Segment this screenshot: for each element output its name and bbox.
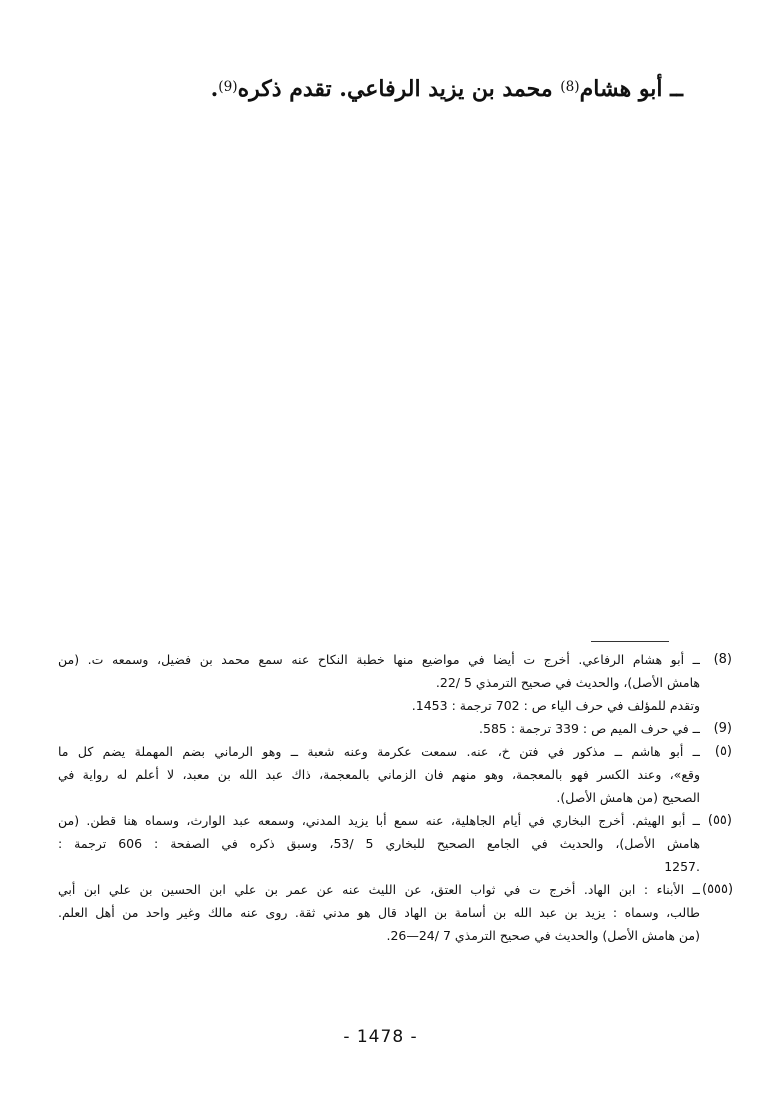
heading-text: محمد بن يزيد الرفاعي. تقدم ذكره [237,75,561,102]
footnote-star-3 [58,878,734,947]
footnotes-section [58,648,734,947]
footnote-line: (من هامش الأصل) والحديث في صحيح الترمذي 7 /24—26. [386,928,700,943]
heading-lead: ــ أبو هشام [579,75,683,102]
heading-footnote-ref-8[interactable]: (8) [560,79,580,95]
footnote-line: .1257 [664,859,700,874]
entry-heading [73,70,683,106]
footnote-line: وتقدم للمؤلف في حرف الياء ص : 702 ترجمة : 1453. [411,698,700,713]
footnote-line: وقع»، وعند الكسر فهو بالمعجمة، وهو منهم فان الزماني بالمعجمة، ذاك عبد الله بن معبد، لا أعلم له رواية في [58,767,700,782]
footnote-marker: (8) [713,652,732,667]
page-number: - 1478 - [343,1027,418,1047]
footnote-line: ــ أبو هاشم ــ مذكور في فتن خ، عنه. سمعت عكرمة وعنه شعبة ــ وهو الرماني بضم المهملة يضم كل ما [58,744,700,759]
footnote-line: ــ أبو هشام الرفاعي. أخرج ت أيضا في مواضيع منها خطبة النكاح عنه سمع محمد بن فضيل، وسمعه ت. (من [58,652,700,667]
footnote-body [58,878,700,947]
footnote-marker: (٥٥٥) [702,882,734,897]
footnote-9 [58,717,732,740]
footnote-8 [58,648,732,717]
footnote-line: ــ أبو الهيثم. أخرج البخاري في أيام الجاهلية، عنه سمع أبا يزيد المدني، وسمعه عبد الوارث، وسماه هنا قطن. (من [58,813,700,828]
footnote-line: هامش الأصل)، والحديث في الجامع الصحيح للبخاري 5 /53، وسبق ذكره في الصفحة : 606 ترجمة : [58,836,700,851]
footnote-line: طالب، وسماه : يزيد بن عبد الله بن أسامة بن الهاد قال هو مدني ثقة. روى عنه مالك وغير واحد من أهل العلم. [58,905,700,920]
footnote-marker: (٥) [714,744,732,759]
footnote-marker: (9) [713,721,732,736]
footnote-body [58,648,700,717]
footnote-line: ــ الأبناء : ابن الهاد. أخرج ت في ثواب العتق، عن الليث عنه عن عمر بن علي ابن الحسين بن علي ابن أبي [58,882,700,897]
footnote-line: الصحيح (من هامش الأصل). [556,790,700,805]
footnote-body [58,717,700,740]
footnote-star-1 [58,740,732,809]
heading-footnote-ref-9[interactable]: (9) [218,79,238,95]
footnote-separator [591,641,669,642]
footnote-body [58,740,700,809]
footnote-line: ــ في حرف الميم ص : 339 ترجمة : 585. [479,721,700,736]
footnote-line: هامش الأصل)، والحديث في صحيح الترمذي 5 /22. [435,675,700,690]
footnote-body [58,809,700,878]
footnote-star-2 [58,809,732,878]
footnote-marker: (٥٥) [707,813,732,828]
heading-end: . [210,75,219,102]
